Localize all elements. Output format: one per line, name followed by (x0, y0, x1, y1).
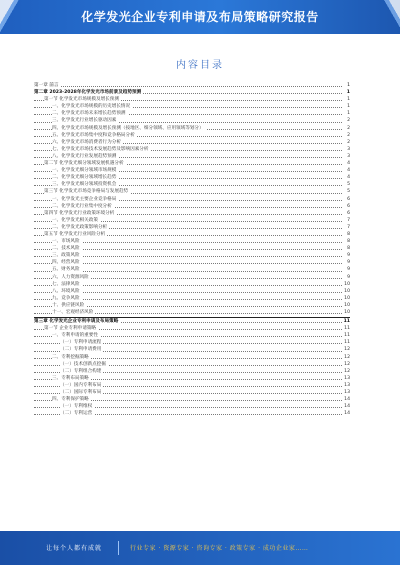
toc-entry-page: 12 (344, 361, 350, 367)
toc-entry-label: 第二章 2023-2028年化学发光市场前景及趋势预测 (34, 90, 142, 96)
toc-entry-label: 二、化学发光政策影响分析 (52, 224, 108, 230)
toc-entry[interactable] (34, 196, 350, 203)
toc-entry[interactable] (34, 125, 350, 132)
toc-entry[interactable] (34, 389, 350, 396)
toc-entry-label: 八、环境风险 (52, 288, 80, 294)
toc-entry-page: 11 (343, 319, 350, 325)
table-of-contents (34, 82, 350, 417)
toc-entry[interactable] (34, 396, 350, 403)
toc-leader-dots (34, 86, 342, 87)
toc-entry-label: 五、化学发光市场集中度和竞争格局分析 (52, 132, 135, 138)
toc-entry[interactable] (34, 217, 350, 224)
toc-entry[interactable] (34, 295, 350, 302)
toc-entry-label: 四、专利保护策略 (52, 397, 89, 403)
toc-entry-page: 10 (344, 302, 350, 308)
toc-entry-label: 第五节 化学发光行业风险分析 (44, 231, 106, 237)
toc-entry[interactable] (34, 174, 350, 181)
footer-divider (118, 541, 119, 555)
toc-entry[interactable] (34, 160, 350, 167)
toc-entry[interactable] (34, 203, 350, 210)
toc-entry[interactable] (34, 259, 350, 266)
toc-entry-page: 10 (344, 310, 350, 315)
report-footer-banner (0, 531, 400, 565)
toc-entry-label: 四、化学发光市场规模及增长预测（按地区、细分领域、应用领域等划分） (52, 125, 204, 131)
toc-entry[interactable] (34, 117, 350, 124)
toc-entry[interactable] (34, 231, 350, 238)
toc-entry-label: 第四节 化学发光行业政策环境分析 (44, 210, 115, 216)
report-title: 化学发光企业专利申请及布局策略研究报告 (81, 10, 319, 24)
toc-entry[interactable] (34, 302, 350, 309)
toc-entry[interactable] (34, 188, 350, 195)
toc-entry-label: 九、竞争风险 (52, 295, 80, 301)
toc-entry-label: （二）专利申请费用 (60, 347, 102, 353)
toc-entry[interactable] (34, 346, 350, 353)
toc-entry[interactable] (34, 224, 350, 231)
toc-entry-label: 四、经营风险 (52, 260, 80, 266)
toc-entry[interactable] (34, 309, 350, 316)
toc-entry-label: （一）专利申请流程 (60, 340, 102, 346)
toc-entry-page: 2 (347, 132, 350, 138)
toc-entry-page: 1 (347, 111, 350, 117)
toc-entry-page: 5 (347, 182, 350, 188)
toc-entry[interactable] (34, 375, 350, 382)
toc-entry-label: 一、化学发光主要企业竞争格局 (52, 196, 117, 202)
report-header-banner (0, 0, 400, 34)
toc-entry-page: 7 (347, 224, 350, 230)
toc-entry[interactable] (34, 153, 350, 160)
toc-entry[interactable] (34, 410, 350, 417)
toc-entry-page: 11 (344, 340, 350, 346)
toc-entry-page: 13 (344, 375, 350, 381)
toc-entry-label: 三、专利布局策略 (52, 375, 89, 381)
toc-entry-page: 9 (347, 274, 350, 280)
toc-entry[interactable] (34, 403, 350, 410)
toc-entry-label: 一、专利申请的重要性 (52, 333, 98, 339)
toc-entry[interactable] (34, 181, 350, 188)
toc-entry-label: 第三章 化学发光企业专利申请及布局策略 (34, 319, 119, 325)
toc-entry-page: 11 (344, 333, 350, 339)
toc-entry[interactable] (34, 288, 350, 295)
toc-entry-label: 六、人力资源风险 (52, 274, 89, 280)
toc-entry-label: 二、专利挖掘策略 (52, 354, 89, 360)
toc-entry-page: 10 (344, 281, 350, 287)
toc-entry-label: （二）专利运营 (60, 411, 93, 417)
toc-entry-label: 第一节 化学发光市场规模及增长预测 (44, 97, 119, 103)
toc-entry-page: 8 (347, 246, 350, 252)
toc-entry-label: 三、政策风险 (52, 253, 80, 259)
toc-entry[interactable] (34, 89, 350, 96)
toc-entry[interactable] (34, 274, 350, 281)
toc-entry-label: 三、化学发光细分领域投资机会 (52, 182, 117, 188)
toc-entry-page: 1 (346, 90, 350, 96)
toc-entry[interactable] (34, 132, 350, 139)
toc-entry-page: 9 (347, 253, 350, 259)
toc-entry-page: 2 (347, 139, 350, 145)
toc-entry-label: （二）国际专利布局 (60, 390, 102, 396)
toc-entry-page: 5 (347, 189, 350, 195)
toc-entry-page: 4 (347, 175, 350, 181)
toc-entry-label: （一）国内专利布局 (60, 382, 102, 388)
toc-entry[interactable] (34, 354, 350, 361)
toc-entry-label: 第三节 化学发光市场竞争格局与发展趋势 (44, 189, 129, 195)
toc-entry[interactable] (34, 245, 350, 252)
toc-entry[interactable] (34, 82, 350, 89)
toc-entry-label: 第一章 前言 (34, 83, 59, 88)
toc-entry-page: 10 (344, 295, 350, 301)
toc-entry[interactable] (34, 167, 350, 174)
toc-entry-page: 12 (344, 347, 350, 353)
toc-entry-label: 十、供应链风险 (52, 302, 85, 308)
toc-entry-page: 3 (347, 153, 350, 159)
toc-entry-page: 8 (347, 231, 350, 237)
toc-entry-label: 二、技术风险 (52, 246, 80, 252)
toc-entry[interactable] (34, 368, 350, 375)
toc-entry-page: 11 (344, 326, 350, 332)
toc-entry-label: 一、化学发光市场规模的历史增长情况 (52, 104, 131, 110)
toc-entry-page: 13 (344, 390, 350, 396)
toc-entry-label: 七、化学发光市场技术发展趋势及影响因素分析 (52, 146, 149, 152)
toc-entry-label: 二、化学发光市场未来增长趋势预测 (52, 111, 126, 117)
toc-entry[interactable] (34, 266, 350, 273)
toc-entry-page: 6 (347, 210, 350, 216)
toc-entry[interactable] (34, 96, 350, 103)
toc-entry-page: 12 (344, 354, 350, 360)
toc-entry-page: 2 (347, 125, 350, 131)
toc-entry-page: 10 (344, 288, 350, 294)
toc-entry[interactable] (34, 210, 350, 217)
toc-entry-label: 六、化学发光市场消费者行为分析 (52, 139, 121, 145)
toc-entry-page: 1 (347, 97, 350, 103)
toc-entry-label: 五、财务风险 (52, 267, 80, 273)
toc-entry-page: 7 (347, 217, 350, 223)
toc-entry-label: 第二节 化学发光细分领域发展机遇分析 (44, 161, 124, 167)
toc-entry[interactable] (34, 103, 350, 110)
toc-entry-page: 1 (347, 83, 350, 88)
toc-entry-label: 二、化学发光细分领域增长趋势 (52, 175, 117, 181)
toc-entry[interactable] (34, 281, 350, 288)
toc-entry-label: （二）专利组合构建 (60, 368, 102, 374)
toc-entry-page: 12 (344, 368, 350, 374)
footer-slogan: 让每个人都有成就 (46, 545, 103, 552)
toc-entry-page: 6 (347, 203, 350, 209)
toc-entry-page: 13 (344, 382, 350, 388)
toc-entry[interactable] (34, 361, 350, 368)
toc-entry-page: 2 (347, 118, 350, 124)
toc-entry-page: 1 (347, 104, 350, 110)
toc-entry-label: 七、法律风险 (52, 281, 80, 287)
toc-entry-label: 八、化学发光行业发展趋势预测 (52, 153, 117, 159)
toc-entry[interactable] (34, 382, 350, 389)
toc-entry-page: 14 (344, 404, 350, 410)
toc-entry-label: 第一节 企业专利申请策略 (44, 326, 96, 332)
toc-heading: 内容目录 (176, 60, 224, 71)
toc-entry-label: 二、化学发光行业集中度分析 (52, 203, 112, 209)
toc-entry-page: 14 (344, 397, 350, 403)
toc-entry[interactable] (34, 339, 350, 346)
toc-entry[interactable] (34, 238, 350, 245)
toc-entry-page: 4 (347, 168, 350, 174)
toc-entry-label: 一、化学发光细分领域市场规模 (52, 168, 117, 174)
toc-entry[interactable] (34, 325, 350, 332)
toc-entry-page: 4 (347, 161, 350, 167)
toc-entry-label: 一、化学发光相关政策 (52, 217, 98, 223)
toc-entry[interactable] (34, 332, 350, 339)
toc-entry-page: 9 (347, 267, 350, 273)
toc-entry-page: 14 (344, 411, 350, 417)
toc-entry[interactable] (34, 139, 350, 146)
toc-entry-label: 三、化学发光行业增长驱动因素 (52, 118, 117, 124)
toc-entry[interactable] (34, 146, 350, 153)
toc-entry-page: 6 (347, 196, 350, 202)
toc-entry-label: 十一、宏观经济风险 (52, 310, 94, 315)
toc-entry-page: 3 (347, 146, 350, 152)
toc-entry[interactable] (34, 252, 350, 259)
toc-entry[interactable] (34, 110, 350, 117)
toc-entry-label: （一）专利维权 (60, 404, 93, 410)
toc-entry-label: （一）技术创新点挖掘 (60, 361, 106, 367)
toc-entry-page: 8 (347, 239, 350, 245)
toc-entry-label: 一、市场风险 (52, 239, 80, 245)
toc-entry-page: 9 (347, 260, 350, 266)
footer-tagline: 行业专家 · 资源专家 · 咨询专家 · 政策专家 · 成功企业家…… (130, 545, 309, 552)
toc-entry[interactable] (34, 318, 350, 325)
